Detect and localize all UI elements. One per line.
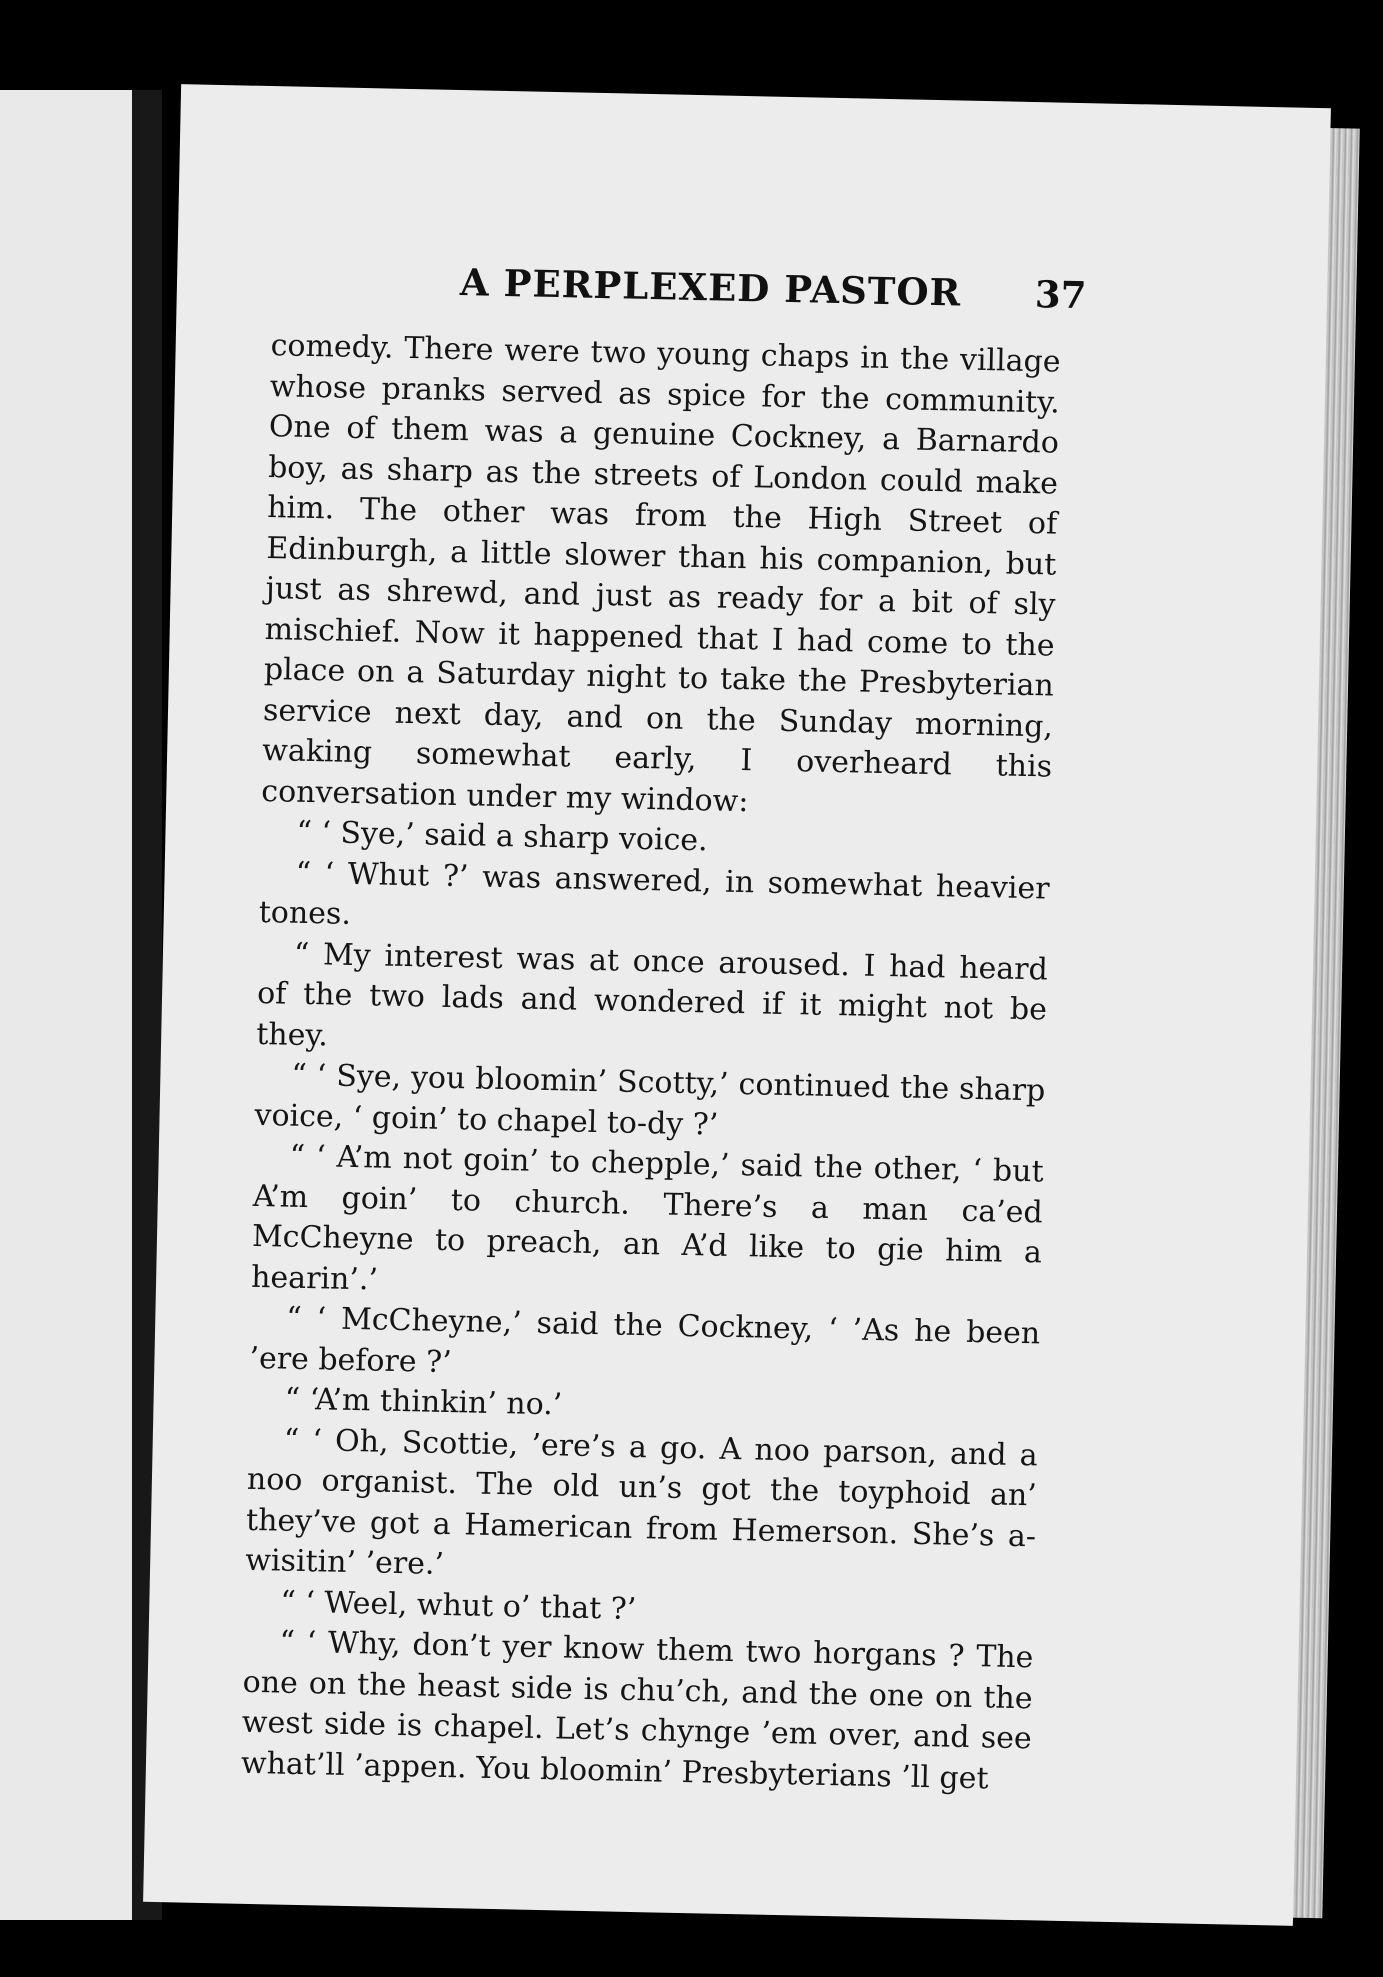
book-page	[143, 84, 1331, 1926]
paragraph: “ ‘ Sye, you bloomin’ Scotty,’ continued the sharp voice, ‘ goin’ to chapel to-dy ?’	[254, 1057, 1046, 1143]
paragraph: “ ‘ Oh, Scottie, ’ere’s a go. A noo parson, and a noo organist. The old un’s got the toyphoid an’ they’ve got a Hamerican from Hemerson. She’s a-wisitin’ ’ere.’	[244, 1422, 1039, 1582]
facing-page	[0, 90, 132, 1920]
paragraph: “ ‘ Why, don’t yer know them two horgans ? The one on the heast side is chu’ch, and the one on the west side is chapel. Let’s chynge ’em over, and see what’ll ’appen. You bloomin’ Presbyterians ’ll get	[240, 1624, 1034, 1796]
paragraph: “ ‘ Whut ?’ was answered, in somewhat heavier tones.	[258, 855, 1050, 932]
body-text	[241, 326, 1061, 1800]
paragraph: “ ‘ McCheyne,’ said the Cockney, ‘ ’As he been ’ere before ?’	[249, 1300, 1041, 1380]
paragraph: “ ‘ Weel, whut o’ that ?’	[280, 1584, 637, 1627]
paragraph: “ ‘ A’m not goin’ to chepple,’ said the other, ‘ but A’m goin’ to church. There’s a man ca’ed McCheyne to preach, an A’d like to gie him a hearin’.’	[250, 1138, 1044, 1298]
running-head	[176, 254, 1327, 338]
paragraph: comedy. There were two young chaps in the village whose pranks served as spice for the community. One of them was a genuine Cockney, a Barnardo boy, as sharp as the streets of London could make him. The other was from the High Street of Edinburgh, a little slower than his companion, but just as shrewd, and just as ready for a bit of sly mischief. Now it happened that I had come to the place on a Saturday night to take the Presbyterian service next day, and on the Sunday morning, waking somewhat early, I overheard this conversation under my window:	[261, 328, 1061, 819]
running-title: A PERPLEXED PASTOR	[459, 260, 962, 315]
paragraph: “ My interest was at once aroused. I had heard of the two lads and wondered if it might not be they.	[255, 936, 1049, 1053]
paragraph: “ ‘ Sye,’ said a sharp voice.	[296, 814, 709, 859]
page-number: 37	[1034, 272, 1087, 318]
paragraph: “ ‘A’m thinkin’ no.’	[284, 1381, 563, 1423]
